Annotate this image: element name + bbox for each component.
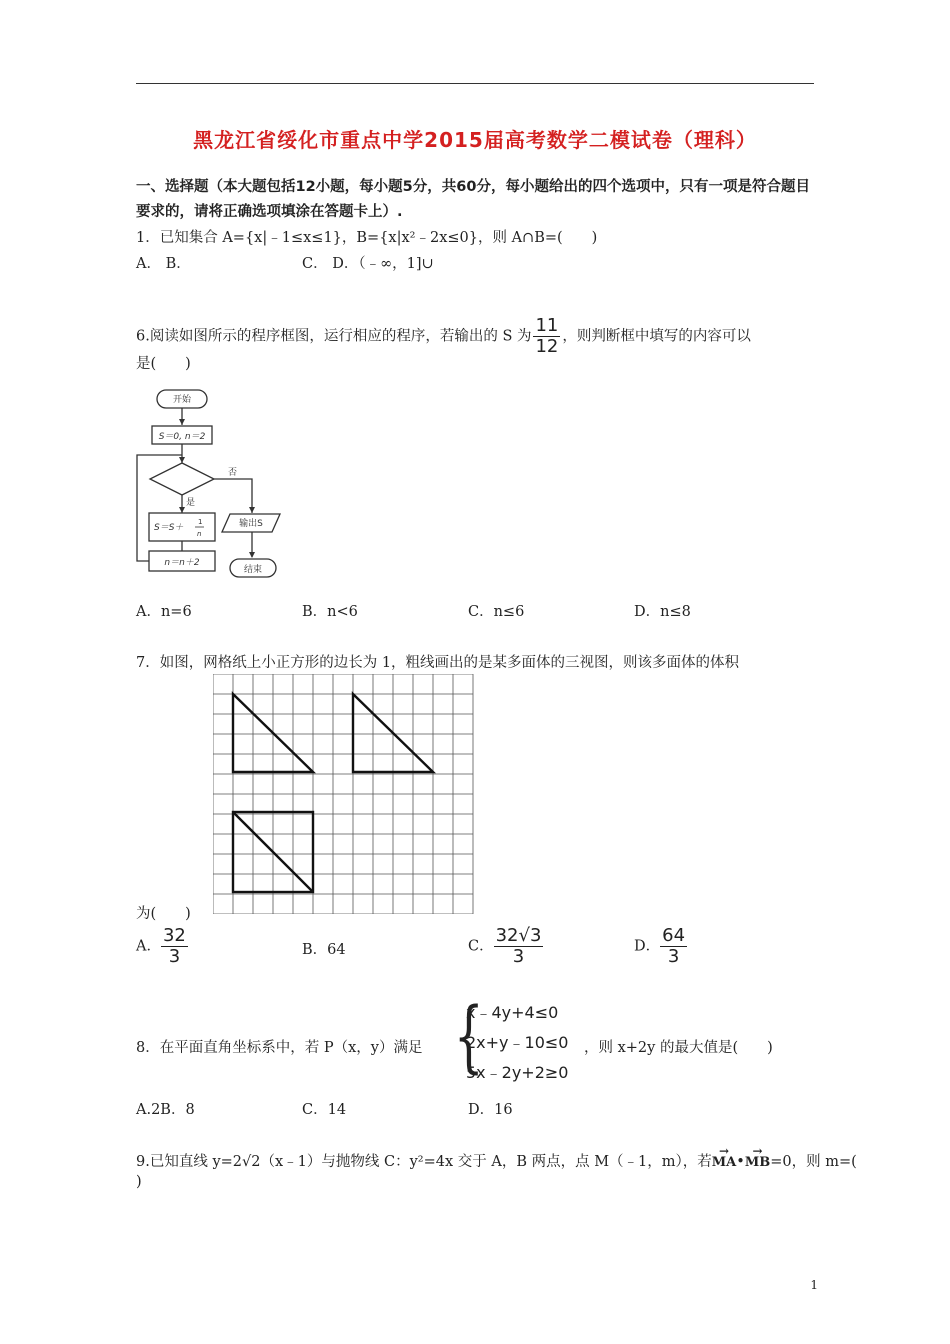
flow-update-s-den: n — [197, 530, 202, 538]
q7-option-a-frac — [161, 926, 188, 967]
flow-init-label: S＝0, n＝2 — [158, 432, 206, 442]
flow-yes-label: 是 — [186, 498, 196, 508]
question-1: 1．已知集合 A={x|﹣1≤x≤1}，B={x|x²﹣2x≤0}，则 A∩B=( ) — [136, 230, 598, 246]
q7-option-c-frac — [494, 926, 544, 967]
q7-option-a — [136, 926, 188, 967]
q9-text-a: 9.已知直线 y=2√2（x﹣1）与抛物线 C：y²=4x 交于 A，B 两点，点 M（﹣1，m），若 — [136, 1154, 712, 1170]
top-rule — [136, 83, 814, 84]
q9-vector-ma: → MA — [712, 1155, 736, 1170]
q9-dot: • — [736, 1154, 745, 1170]
flow-decision — [150, 463, 214, 495]
q8-text-a: 8．在平面直角坐标系中，若 P（x，y）满足 — [136, 1040, 423, 1056]
q9-vector-mb: → MB — [745, 1155, 770, 1170]
q8-ineq-3: 5x﹣2y+2≥0 — [466, 1063, 569, 1082]
q6-option-d: D．n≤8 — [634, 604, 691, 620]
q8-option-c: C．14 — [302, 1102, 347, 1118]
q7-option-b: B．64 — [302, 942, 346, 958]
flowchart — [132, 385, 292, 585]
question-7-text: 7．如图，网格纸上小正方形的边长为 1，粗线画出的是某多面体的三视图，则该多面体的体积 — [136, 655, 740, 671]
q8-inequality-system — [466, 998, 568, 1088]
q9-text-b: =0，则 m=( — [770, 1154, 857, 1170]
flow-update-s-label: S＝S＋ — [154, 523, 184, 533]
flow-update-n-label: n＝n＋2 — [164, 558, 200, 568]
q7-d-num: 64 — [662, 925, 686, 946]
q6-option-c: C．n≤6 — [468, 604, 525, 620]
q7-option-a-label: A． — [136, 938, 161, 955]
flow-output-label: 输出S — [239, 519, 263, 529]
q7-option-c-label: C． — [468, 938, 494, 955]
q9-text-c: ) — [136, 1174, 142, 1190]
q8-option-ab: A.2B．8 — [136, 1102, 195, 1118]
question-6-text — [136, 316, 751, 357]
page-title: 黑龙江省绥化市重点中学2015届高考数学二模试卷（理科） — [193, 128, 757, 152]
q7-c-den: 3 — [512, 946, 525, 967]
flow-start-label: 开始 — [172, 395, 192, 405]
q6-frac-num: 11 — [535, 315, 559, 336]
q7-option-c — [468, 926, 543, 967]
q6-option-b: B．n<6 — [302, 604, 358, 620]
q6-option-a: A．n=6 — [136, 604, 192, 620]
q8-brace: { — [453, 992, 484, 1082]
q6-text-a: 6.阅读如图所示的程序框图，运行相应的程序，若输出的 S 为 — [136, 328, 532, 345]
q7-a-num: 32 — [162, 925, 186, 946]
q1-options-ab: A． B． — [136, 256, 191, 272]
q6-text-c: 是( ) — [136, 356, 191, 372]
q8-ineq-2: 2x+y﹣10≤0 — [466, 1033, 569, 1052]
flow-no-label: 否 — [228, 468, 238, 478]
q6-frac-den: 12 — [535, 336, 559, 357]
flow-end-label: 结束 — [243, 565, 263, 575]
q7-option-d-frac — [660, 926, 687, 967]
flow-update-s-num: 1 — [198, 518, 203, 526]
q8-text-b: ，则 x+2y 的最大值是( ) — [584, 1040, 773, 1056]
section-heading: 一、选择题（本大题包括12小题，每小题5分，共60分，每小题给出的四个选项中，只有一项是符合题目要求的，请将正确选项填涂在答题卡上）. — [136, 179, 810, 220]
q7-text-tail: 为( ) — [136, 906, 191, 922]
q7-d-den: 3 — [667, 946, 680, 967]
q7-a-den: 3 — [168, 946, 181, 967]
q8-option-d: D．16 — [468, 1102, 513, 1118]
q7-option-d — [634, 926, 687, 967]
page-number: 1 — [810, 1278, 818, 1292]
q6-fraction — [533, 316, 560, 357]
q8-ineq-1: x﹣4y+4≤0 — [466, 1003, 559, 1022]
q1-options-cd: C． D．（﹣∞，1]∪ — [302, 256, 434, 272]
question-9-text — [136, 1150, 857, 1171]
q7-option-d-label: D． — [634, 938, 661, 955]
q7-c-num: 32√3 — [495, 925, 542, 946]
three-view-grid — [213, 674, 475, 914]
q6-text-b: ，则判断框中填写的内容可以 — [562, 328, 751, 345]
